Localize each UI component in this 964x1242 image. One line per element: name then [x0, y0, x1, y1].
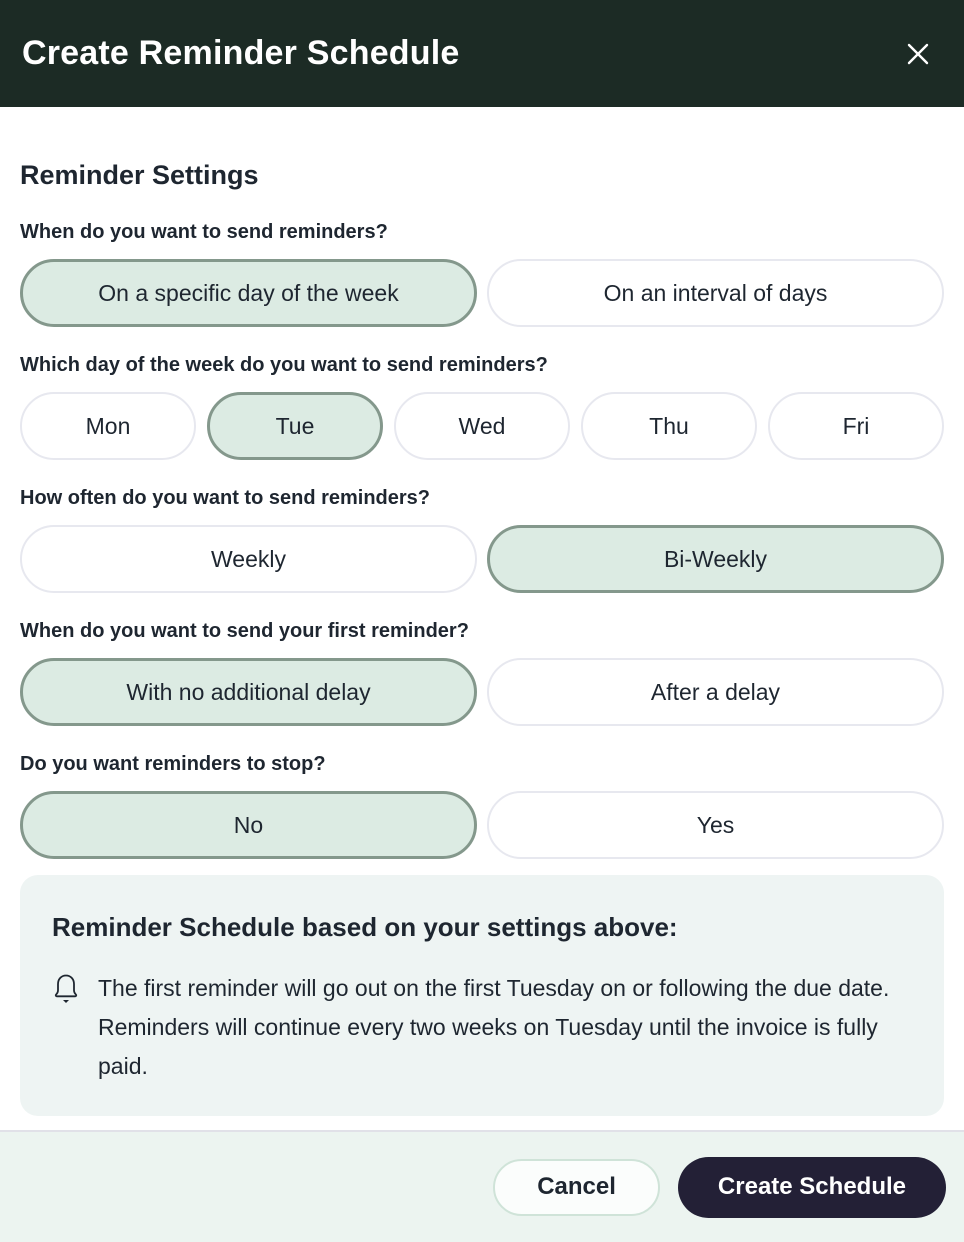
option-group — [20, 658, 944, 726]
option-bi-weekly[interactable]: Bi-Weekly — [487, 525, 944, 593]
summary-row — [52, 969, 910, 1086]
question-label: When do you want to send reminders? — [20, 221, 388, 243]
settings-heading: Reminder Settings — [20, 160, 259, 190]
close-icon — [903, 39, 933, 69]
question-block — [20, 749, 944, 859]
question-label: How often do you want to send reminders? — [20, 487, 431, 509]
modal-title: Create Reminder Schedule — [22, 34, 460, 72]
question-block — [20, 616, 944, 726]
option-with-no-additional-delay[interactable]: With no additional delay — [20, 658, 477, 726]
summary-box — [20, 875, 944, 1116]
option-group — [20, 392, 944, 460]
modal-content — [0, 107, 964, 1130]
option-mon[interactable]: Mon — [20, 392, 196, 460]
option-on-an-interval-of-days[interactable]: On an interval of days — [487, 259, 944, 327]
option-weekly[interactable]: Weekly — [20, 525, 477, 593]
summary-text: The first reminder will go out on the first Tuesday on or following the due date. Reminders will continue every two weeks on Tuesday until the invoice is fully paid. — [98, 975, 890, 1079]
option-after-a-delay[interactable]: After a delay — [487, 658, 944, 726]
close-button[interactable] — [898, 34, 938, 74]
option-tue[interactable]: Tue — [207, 392, 383, 460]
question-block — [20, 350, 944, 460]
questions — [20, 217, 944, 859]
option-wed[interactable]: Wed — [394, 392, 570, 460]
summary-heading: Reminder Schedule based on your settings above: — [52, 912, 678, 942]
question-block — [20, 483, 944, 593]
question-label: Which day of the week do you want to send reminders? — [20, 354, 548, 376]
option-yes[interactable]: Yes — [487, 791, 944, 859]
modal-footer — [0, 1130, 964, 1242]
option-group — [20, 791, 944, 859]
option-group — [20, 525, 944, 593]
option-group — [20, 259, 944, 327]
option-on-a-specific-day-of-the-week[interactable]: On a specific day of the week — [20, 259, 477, 327]
cancel-button[interactable]: Cancel — [493, 1159, 660, 1216]
question-block — [20, 217, 944, 327]
option-fri[interactable]: Fri — [768, 392, 944, 460]
create-schedule-button[interactable]: Create Schedule — [678, 1157, 946, 1218]
modal-header — [0, 0, 964, 107]
option-no[interactable]: No — [20, 791, 477, 859]
question-label: Do you want reminders to stop? — [20, 753, 326, 775]
question-label: When do you want to send your first reminder? — [20, 620, 469, 642]
bell-icon — [52, 969, 82, 1010]
option-thu[interactable]: Thu — [581, 392, 757, 460]
